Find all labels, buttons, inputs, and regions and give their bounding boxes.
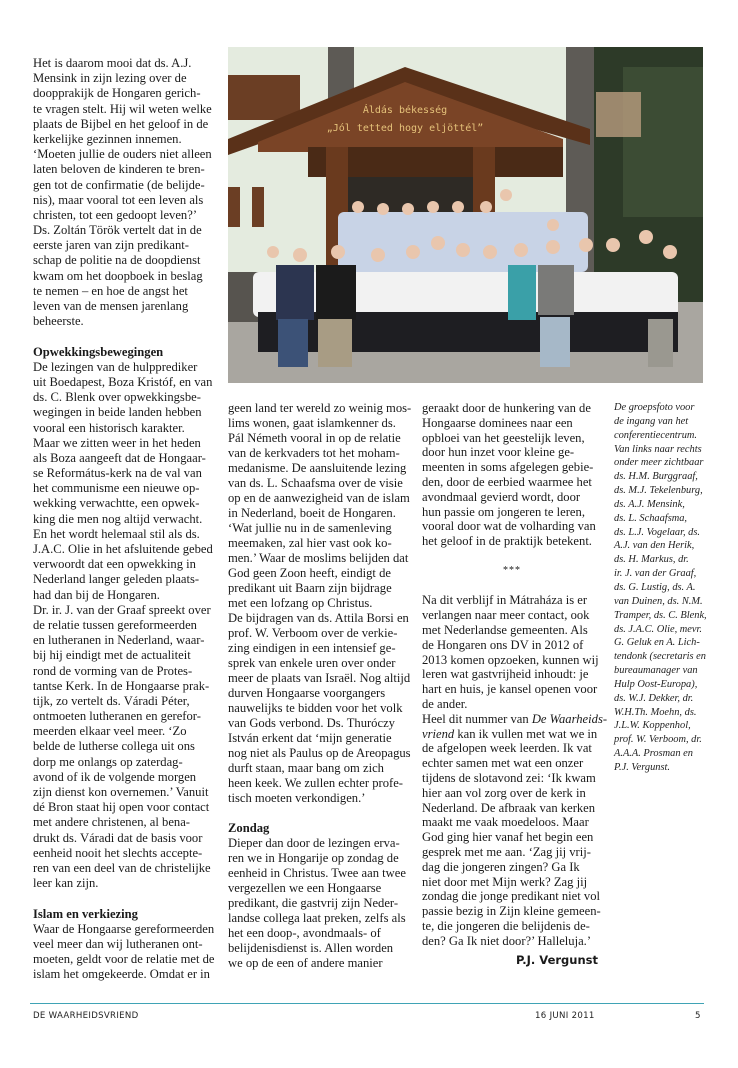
text-line: J.A.C. Olie in het afsluitende gebed [33, 542, 213, 556]
text-line: niet door met Mijn werk? Zag jij [422, 874, 588, 889]
text-line: de relatie tussen gereformeerden [33, 617, 197, 632]
text-line: prof. W. Verboom over de verkie- [228, 626, 398, 640]
text-line: gesprek met me aan. ‘Zag jij vrij- [422, 844, 591, 859]
text-line: prof. W. Verboom, dr. [614, 734, 702, 746]
text-line: ds. M.J. Tekelenburg, [614, 485, 703, 497]
text-line: wegingen in beide landen hebben [33, 405, 202, 420]
text-line: ir. J. van der Graaf, [614, 568, 697, 580]
section-heading: Islam en verkiezing [33, 906, 138, 921]
text-line: vergezellen we een Hongaarse [228, 881, 382, 895]
text-line: Van links naar rechts [614, 443, 702, 455]
text-line: verwoordt dat een opwekking in [33, 557, 196, 572]
text-line: van Gods verbond. Ds. Thuróczy [228, 716, 395, 730]
text-line: Maar we zitten weer in het heden [33, 435, 201, 450]
text-line: uit Boedapest, Boza Kristóf, en van [33, 374, 213, 389]
text-line: Hulp Oost-Europa), [614, 678, 698, 690]
column-1-intro [33, 56, 215, 329]
text-line: meenten in soms afgelegen gebie- [422, 460, 594, 475]
text-line: Ds. Zoltán Török vertelt dat in de [33, 223, 202, 238]
text-line: te nemen – en hoe de angst het [33, 283, 188, 298]
text-line: De groepsfoto voor [614, 402, 695, 413]
section-body [228, 836, 411, 971]
text-line: op en de aanwezigheid van de islam [228, 491, 410, 505]
text-line: zondag die jonge predikant niet vol [422, 889, 601, 904]
text-line: vooral door wat de volharding van [422, 519, 596, 534]
text-line: Nederland langer geleden plaats- [33, 572, 200, 587]
text-line: bureaumanager van [614, 665, 698, 677]
closing-body [422, 593, 607, 711]
text-line: Na dit verblijf in Mátraháza is er [422, 593, 588, 608]
text-line: in Nederland, boeit de Hongaren. [228, 506, 396, 520]
text-line: en lutheranen in Nederland, waar- [33, 633, 205, 648]
text-line: het geloof in de praktijk betekent. [422, 534, 592, 549]
text-line: opbloei van het geestelijk leven, [422, 430, 585, 445]
text-line: doopprakijk de Hongaren gerich- [33, 86, 201, 101]
text-line: maakt me vaak moedeloos. Maar [422, 815, 589, 830]
text-line [422, 727, 607, 742]
text-line: Het is daarom mooi dat ds. A.J. [33, 56, 192, 70]
text-line: van ds. L. Schaafsma over de visie [228, 476, 403, 490]
author-signature: P.J. Vergunst [515, 953, 598, 967]
footer-page-number: 5 [695, 1011, 701, 1021]
text-line: se Református-kerk na de val van [33, 466, 202, 481]
text-line: hart en huis, je kansel openen voor [422, 682, 598, 697]
text-line: Dieper dan door de lezingen erva- [228, 836, 400, 850]
text-line: nis), maar vooral tot een leven als [33, 192, 204, 207]
text-line: ds. L. Schaafsma, [614, 512, 688, 524]
text-line: hier aan vol zorg over de kerk in [422, 785, 586, 800]
text-line: drukt ds. Váradi dat de basis voor [33, 830, 203, 845]
text-line: men.’ Waar de moslims belijden dat [228, 551, 409, 565]
text-line: van Duinen, ds. N.M. [614, 595, 703, 607]
text-line: den? Ga Ik niet door?’ Halleluja.’ [422, 933, 592, 948]
sign-line2: „Jól tetted hogy eljöttél” [326, 123, 484, 134]
text-line: Nederland. De afbraak van kerken [422, 800, 596, 815]
text-line: plaats de Bijbel en het geloof in de [33, 116, 209, 131]
text-line: het communisme een nieuwe op- [33, 481, 200, 496]
text-line: van de kerkvaders tot het moham- [228, 446, 400, 460]
text-line: ‘Wat jullie nu in de samenleving [228, 521, 392, 535]
text-line: belijdenisdienst is. Allen worden [228, 941, 394, 955]
text-line: P.J. Vergunst. [614, 761, 670, 773]
group-photo [228, 47, 703, 383]
column-3-body [422, 401, 607, 549]
text-line: Hongaarse dominees naar een [422, 415, 573, 430]
section-body [33, 360, 215, 892]
text-line: medanisme. De aansluitende lezing [228, 461, 407, 475]
text-line: avond of ik de volgende morgen [33, 769, 197, 784]
text-line: tijk, zo vertelt ds. Váradi Péter, [33, 693, 190, 708]
footer-publication: DE WAARHEIDSVRIEND [33, 1011, 139, 1021]
text-line: ontmoeten lutheranen en gerefor- [33, 709, 201, 724]
text-line [422, 712, 607, 727]
column-3 [422, 401, 607, 948]
footer-date: 16 JUNI 2011 [535, 1011, 595, 1021]
text-line: Mensink in zijn lezing over de [33, 71, 187, 86]
text-line: God geen Zoon heeft, eindigt de [228, 566, 391, 580]
text-line: nauwelijks te bidden voor het volk [228, 701, 403, 715]
text-line: durft staan, maar bang om zich [228, 761, 384, 775]
text-line: zing eindigen in een intensief ge- [228, 641, 396, 655]
footer-divider [30, 1003, 704, 1004]
text-line: meer de plaats van Israël. Nog altijd [228, 671, 411, 685]
text-line: de afgelopen week leerden. Ik vat [422, 741, 592, 756]
text-line: ds. J.A.C. Olie, mevr. [614, 623, 703, 635]
section-heading: Opwekkingsbewegingen [33, 344, 164, 359]
text-line: ds. G. Lustig, ds. A. [614, 581, 696, 593]
text-line: W.H.Th. Moehn, ds. [614, 706, 697, 718]
text-line: En het wordt helemaal stil als ds. [33, 526, 200, 541]
text-line: ds. H.M. Burggraaf, [614, 471, 698, 483]
text-line: met andere christenen, al bena- [33, 815, 190, 830]
text-line: passie bezig in Zijn kleine gemeen- [422, 904, 601, 919]
text-line: verlangen naar meer contact, ook [422, 608, 590, 623]
text-line: gen tot de confirmatie (de belijde- [33, 177, 205, 192]
text-line: eenheid in Christus. Twee aan twee [228, 866, 406, 880]
text-line: tisch moeten verkondigen.’ [228, 791, 366, 805]
text-line: De lezingen van de hulpprediker [33, 359, 198, 374]
column-2 [228, 401, 411, 971]
text-line: had dan bij de Hongaren. [33, 587, 160, 602]
text: Heel dit nummer van [422, 711, 532, 726]
text-line: eerste jaren van zijn predikant- [33, 238, 189, 253]
text-line: dé Bron staat hij open voor contact [33, 800, 210, 815]
text-line: te vragen stelt. Hij wil weten welke [33, 101, 212, 116]
text-line: veel meer dan wij lutheranen ont- [33, 936, 203, 951]
text-line: de ingang van het [614, 415, 689, 427]
text-line: dorp me onlangs op zaterdag- [33, 754, 183, 769]
text-line: heen keek. We zullen echter profe- [228, 776, 403, 790]
text-line: Pál Németh vooral in op de relatie [228, 431, 401, 445]
text-line: De bijdragen van ds. Attila Borsi en [228, 611, 409, 625]
publication-name: De Waarheids- [531, 711, 608, 726]
text-line: met Nederlandse gemeenten. Als [422, 622, 588, 637]
section-heading: Zondag [228, 821, 270, 835]
text-line: schap de politie na de doopdienst [33, 253, 201, 268]
text-line: moeten, geldt voor de relatie met de [33, 952, 215, 967]
text-line: eenheid nooit het slechts accepte- [33, 845, 203, 860]
text-line: leren wat gastvrijheid inhoudt: je [422, 667, 589, 682]
sign-line1: Áldás békesség [362, 105, 448, 116]
text-line: dag die jongeren zingen? Ga Ik [422, 859, 580, 874]
publication-name: vriend [422, 726, 455, 741]
text-line: te, die jongeren die belijdenis de- [422, 918, 590, 933]
text-line: beheerste. [33, 314, 84, 329]
text-line: king die men nog altijd verwacht. [33, 511, 203, 526]
text-line: ren van een deel van de christelijke [33, 860, 211, 875]
text-line: landse collega laat preken, zelfs als [228, 911, 406, 925]
text-line: kwam om het doopboek in beslag [33, 268, 203, 283]
text-line: nog niet als Paulus op de Areopagus [228, 746, 411, 760]
text-line: kerkelijke gezinnen innemen. [33, 131, 182, 146]
text-line: A.J. van den Herik, [614, 540, 695, 552]
text-line: ds. A.J. Mensink, [614, 498, 685, 510]
text-line: rond de vorming van de Protes- [33, 663, 193, 678]
text-line: zijn dienst kon overnemen.’ Vanuit [33, 785, 209, 799]
text-line: als Boza aangeeft dat de Hongaar- [33, 450, 206, 465]
text-line: J.L.W. Koppenhol, [614, 720, 691, 732]
group-photo-image [228, 47, 703, 383]
text: kan ik vullen met wat we in [454, 726, 598, 741]
text-line: avondmaal gevierd wordt, door [422, 489, 581, 504]
text-line: God ging hier vanaf het begin een [422, 830, 594, 845]
section-body [33, 922, 215, 983]
text-line: meerden elkaar veel meer. ‘Zo [33, 724, 187, 739]
photo-caption [614, 401, 707, 775]
text-line: ds. H. Markus, dr. [614, 554, 689, 566]
text-line: leer kan zijn. [33, 876, 99, 891]
text-line: islam het omgekeerde. Omdat er in [33, 967, 210, 982]
text-line: den, door de eerbied waarmee het [422, 474, 592, 489]
closing-body [422, 741, 607, 948]
text-line: leven van de mensen jarenlang [33, 299, 189, 313]
text-line: predikant uit Baarn zijn bijdrage [228, 581, 392, 595]
text-line: tendonk (secretaris en [614, 651, 706, 663]
text-line: vooral een historisch karakter. [33, 420, 185, 435]
text-line: ds. L.J. Vogelaar, ds. [614, 526, 701, 538]
text-line: predikant, die gastvrij zijn Neder- [228, 896, 399, 910]
text-line: de ander. [422, 696, 468, 711]
text-line: ren we in Hongarije op zondag de [228, 851, 399, 865]
text-line: belde de lutherse collega uit ons [33, 739, 195, 754]
text-line: laten beloven de kinderen te bren- [33, 162, 205, 177]
text-line: ds. C. Blenk over opwekkingsbe- [33, 390, 201, 405]
text-line: onder meer zichtbaar [614, 457, 704, 469]
text-line: tijdens de slotavond zei: ‘Ik kwam [422, 770, 596, 785]
text-line: wekking verwachtte, een opwek- [33, 496, 200, 511]
text-line: tantse Kerk. In de Hongaarse prak- [33, 678, 210, 693]
text-line: met een lofzang op Christus. [228, 596, 373, 610]
text-line: geraakt door de hunkering van de [422, 401, 591, 415]
text-line: geen land ter wereld zo weinig mos- [228, 401, 412, 415]
text-line: 2013 komen opzoeken, kunnen wij [422, 652, 599, 667]
text-line: meemaken, zal hier vast ook ko- [228, 536, 392, 550]
column-2-body [228, 401, 411, 806]
text-line: de Hongaren ons DV in 2012 of [422, 637, 584, 652]
text-line: we op de een of andere manier [228, 956, 383, 970]
text-line: Dr. ir. J. van der Graaf spreekt over [33, 602, 211, 617]
text-line: het een doop-, avondmaals- of [228, 926, 381, 940]
section-separator: *** [503, 564, 521, 576]
text-line: hun passie om jongeren te leren, [422, 504, 585, 519]
text-line: echter samen met wat een onzer [422, 756, 584, 771]
text-line: A.A.A. Prosman en [614, 748, 693, 760]
text-line: G. Geluk en A. Lich- [614, 637, 700, 649]
text-line: ‘Moeten jullie de ouders niet alleen [33, 147, 212, 162]
text-line: István erkent dat ‘mijn generatie [228, 731, 392, 745]
text-line: door hun inzet voor kleine ge- [422, 445, 575, 460]
text-line: ds. W.J. Dekker, dr. [614, 692, 694, 704]
text-line: Tramper, ds. C. Blenk, [614, 609, 707, 621]
text-line: conferentiecentrum. [614, 429, 697, 441]
text-line: christen, tot een gedoopt leven?’ [33, 207, 198, 222]
text-line: Waar de Hongaarse gereformeerden [33, 921, 215, 936]
column-1 [33, 56, 215, 982]
text-line: durven Hongaarse voorgangers [228, 686, 386, 700]
text-line: bij hij eindigt met de actualiteit [33, 648, 191, 663]
text-line: sprek van enkele uren over onder [228, 656, 396, 670]
text-line: lims wonen, gaat islamkenner ds. [228, 416, 396, 430]
